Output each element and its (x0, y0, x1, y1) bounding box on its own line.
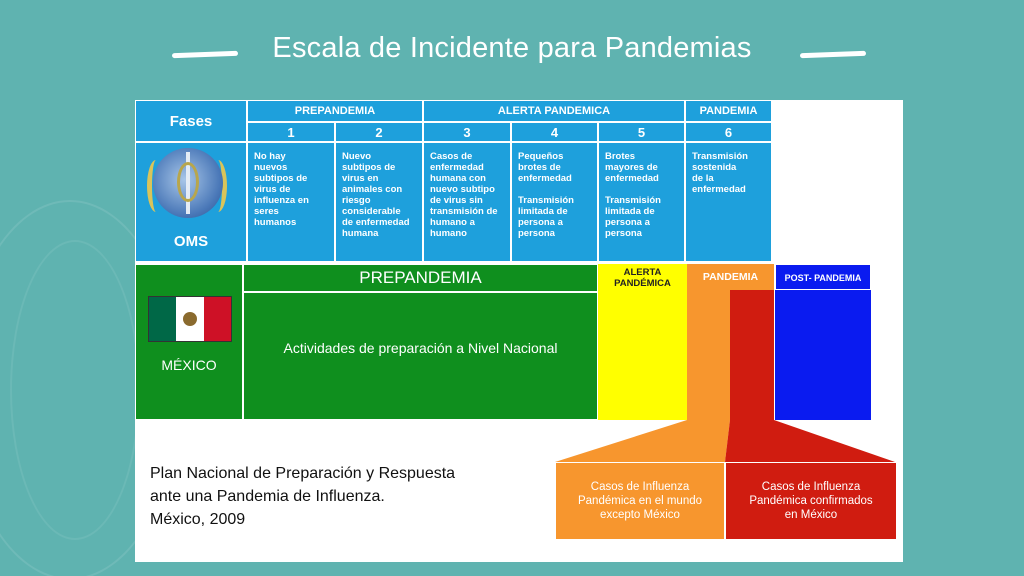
mexico-prepandemia-header: PREPANDEMIA (243, 264, 598, 292)
phase-description-6: Transmisión sostenida de la enfermedad (685, 142, 772, 262)
alerta-label: ALERTA PANDÉMICA (614, 267, 671, 289)
flag-green-stripe (149, 297, 176, 341)
connector-red (725, 420, 895, 462)
connector-orange (555, 420, 730, 462)
phase-number-3: 3 (423, 122, 511, 142)
phase-number-5: 5 (598, 122, 685, 142)
pandemia-connector (550, 420, 900, 462)
phase-description-4: Pequeños brotes de enfermedad Transmisión limitada de persona a persona (511, 142, 598, 262)
phase-number-4: 4 (511, 122, 598, 142)
oms-snake-icon (177, 162, 199, 202)
phase-description-1: No hay nuevos subtipos de virus de influenza en seres humanos (247, 142, 335, 262)
phase-number-6: 6 (685, 122, 772, 142)
source-citation: Plan Nacional de Preparación y Respuesta ante una Pandemia de Influenza. México, 2009 (150, 465, 456, 528)
mexico-label: MÉXICO (161, 357, 217, 373)
pandemia-red-bar (730, 290, 774, 420)
mexico-cell (135, 264, 243, 420)
period-alerta: ALERTA PANDEMICA (423, 100, 685, 122)
period-pandemia: PANDEMIA (685, 100, 772, 122)
mexico-prepandemia-activity: Actividades de preparación a Nivel Nacional (243, 292, 598, 420)
flag-red-stripe (204, 297, 231, 341)
pandemia-world-box: Casos de Influenza Pandémica en el mundo excepto México (555, 462, 725, 540)
period-prepandemia: PREPANDEMIA (247, 100, 423, 122)
pandemia-orange-bar (687, 290, 730, 420)
phase-description-3: Casos de enfermedad humana con nuevo subtipo de virus sin transmisión de humano a humano (423, 142, 511, 262)
pandemia-mexico-box: Casos de Influenza Pandémica confirmados en México (725, 462, 897, 540)
fases-header: Fases (135, 100, 247, 142)
phase-number-2: 2 (335, 122, 423, 142)
slide-title: Escala de Incidente para Pandemias (272, 32, 752, 64)
phase-description-5: Brotes mayores de enfermedad Transmisión limitada de persona a persona (598, 142, 685, 262)
phase-description-2: Nuevo subtipos de virus en animales con riesgo considerable de enfermedad humana (335, 142, 423, 262)
mexico-alerta-pandemica (598, 264, 687, 420)
flag-emblem-icon (183, 312, 197, 326)
oms-label: OMS (173, 232, 209, 250)
mexico-pandemia-header: PANDEMIA (687, 264, 774, 290)
post-pandemia-label: POST- PANDEMIA (775, 264, 871, 290)
phase-number-1: 1 (247, 122, 335, 142)
mexico-post-pandemia (775, 264, 871, 420)
background-decoration-inner (10, 240, 140, 540)
title-row (0, 32, 1024, 76)
pandemic-scale-table (135, 100, 903, 562)
